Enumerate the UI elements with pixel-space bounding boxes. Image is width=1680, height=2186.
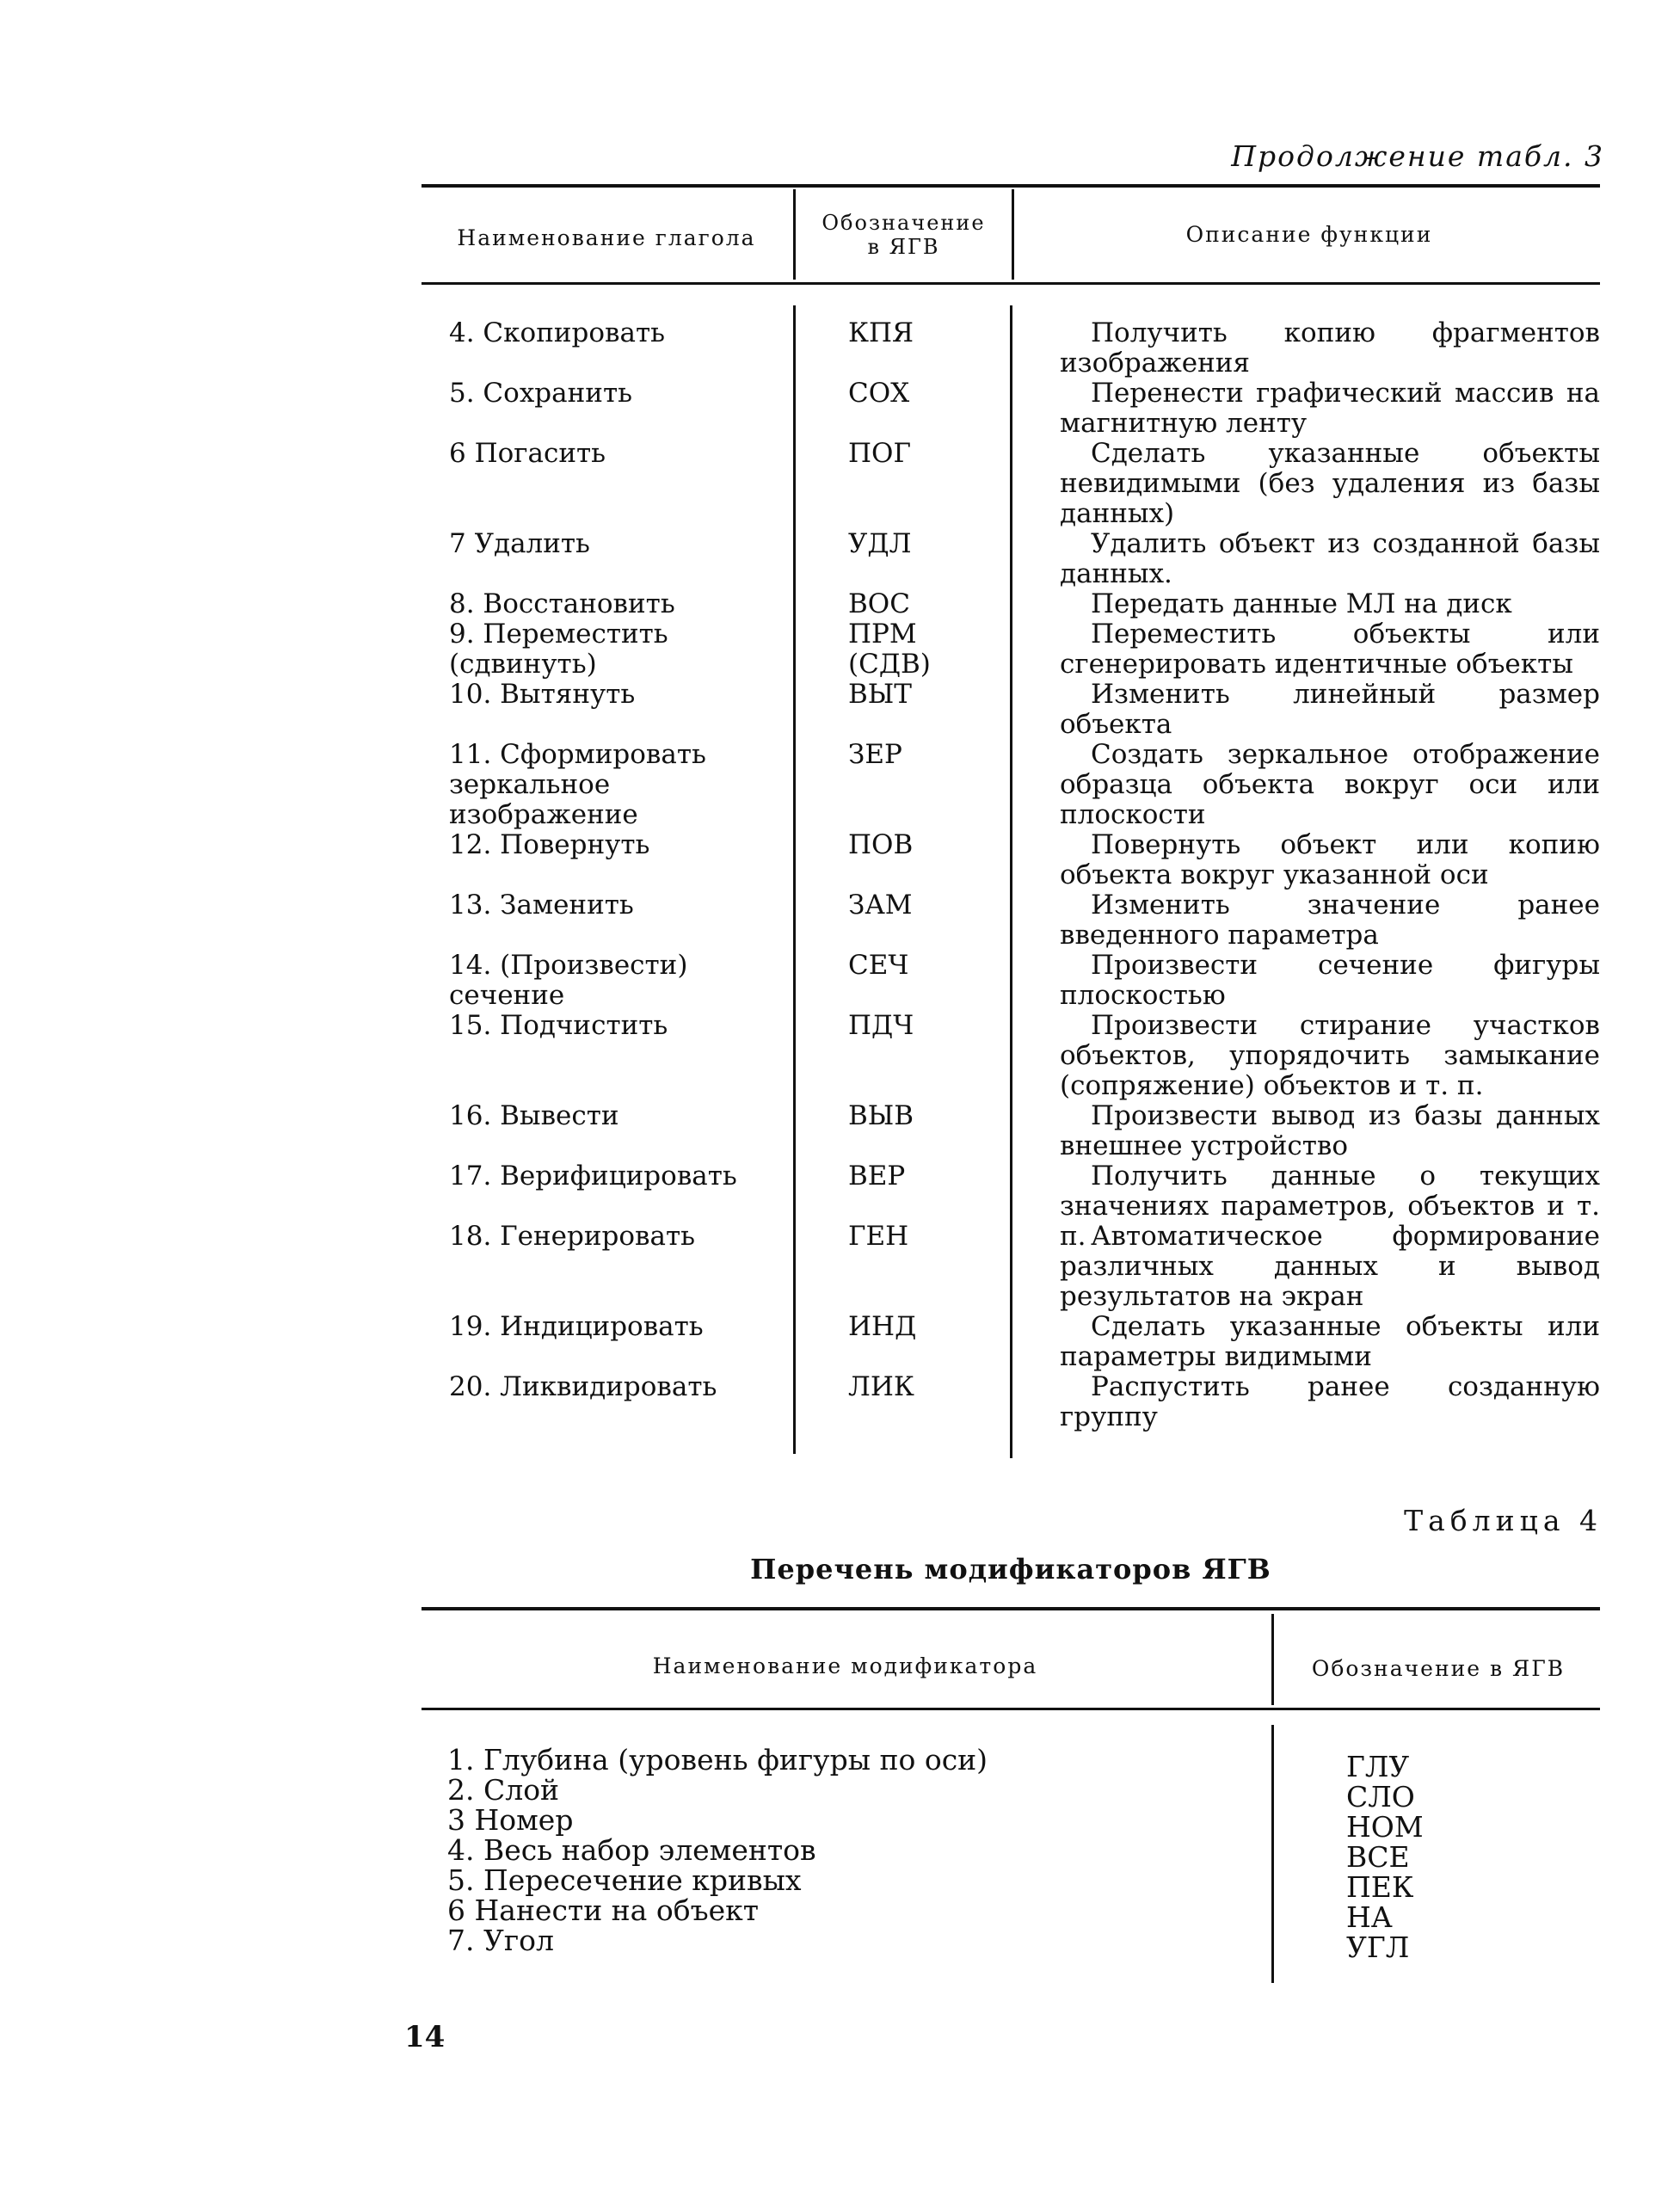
table-4-header-name: Наименование модификатора — [652, 1653, 1038, 1678]
page-number: 14 — [404, 2020, 446, 2054]
row-name: 5. Сохранить — [449, 378, 632, 409]
row-name: 7 Удалить — [449, 528, 590, 559]
row-code: ЗЕР — [848, 739, 902, 770]
table-3-column-divider — [1010, 305, 1012, 1458]
table-4-header-rule — [422, 1708, 1600, 1710]
table-4-column-divider — [1271, 1725, 1274, 1983]
table-3-header-rule — [422, 282, 1600, 285]
row-description: Изменить значение ранее введенного параметра — [1060, 890, 1600, 951]
row-name: 15. Подчистить — [449, 1010, 668, 1041]
row-code: ВЫТ — [848, 679, 912, 710]
row-code: ГЕН — [848, 1221, 909, 1252]
row-code: НА — [1346, 1900, 1393, 1934]
table-3-header-code — [798, 211, 1009, 259]
row-name: 8. Восстановить — [449, 588, 675, 619]
row-description: Изменить линейный размер объекта — [1060, 679, 1600, 740]
row-name: 10. Вытянуть — [449, 679, 636, 710]
table-4-top-rule — [422, 1607, 1600, 1610]
row-code: УГЛ — [1346, 1930, 1410, 1964]
row-description: Создать зеркальное отображение образца объекта вокруг оси или плоскости — [1060, 739, 1600, 830]
row-code: ВСЕ — [1346, 1840, 1410, 1874]
table-3-header-description: Описание функции — [1185, 222, 1433, 247]
row-description: Автоматическое формирование различных данных и вывод результатов на экран — [1060, 1221, 1600, 1312]
row-name: 3 Номер — [447, 1803, 574, 1837]
row-name: 9. Переместить (сдвинуть) — [449, 619, 668, 680]
row-description: Получить данные о текущих значениях параметров, объектов и т. п. — [1060, 1161, 1600, 1252]
row-description: Удалить объект из созданной базы данных. — [1060, 528, 1600, 589]
row-code: ПДЧ — [848, 1010, 914, 1041]
continuation-caption: Продолжение табл. 3 — [1231, 139, 1604, 173]
row-description: Сделать указанные объекты невидимыми (без удаления из базы данных) — [1060, 438, 1600, 529]
row-name: 19. Индицировать — [449, 1311, 704, 1342]
row-name: 1. Глубина (уровень фигуры по оси) — [447, 1743, 988, 1777]
row-name: 6 Нанести на объект — [447, 1894, 759, 1927]
row-name: 14. (Произвести) сечение — [449, 950, 688, 1011]
table-3-top-rule — [422, 184, 1600, 188]
row-name: 2. Слой — [447, 1773, 560, 1807]
row-code: ВЫВ — [848, 1100, 914, 1131]
row-code: УДЛ — [848, 528, 912, 559]
row-name: 13. Заменить — [449, 890, 634, 921]
table-3-header-code-line2: в ЯГВ — [867, 235, 940, 259]
row-name: 20. Ликвидировать — [449, 1371, 717, 1402]
row-description: Передать данные МЛ на диск — [1091, 588, 1512, 619]
row-code: ЛИК — [848, 1371, 914, 1402]
row-description: Получить копию фрагментов изображения — [1060, 317, 1600, 379]
row-name: 5. Пересечение кривых — [447, 1863, 802, 1897]
row-name: 18. Генерировать — [449, 1221, 696, 1252]
table-4-header-divider — [1271, 1614, 1274, 1705]
row-description: Распустить ранее созданную группу — [1060, 1371, 1600, 1432]
table-4-title: Перечень модификаторов ЯГВ — [750, 1553, 1271, 1586]
row-code: ИНД — [848, 1311, 917, 1342]
row-code: ВЕР — [848, 1161, 906, 1192]
row-code: ГЛУ — [1346, 1750, 1410, 1783]
table-3-header-name: Наименование глагола — [457, 225, 756, 250]
row-code: СЕЧ — [848, 950, 909, 981]
row-name: 4. Скопировать — [449, 317, 665, 348]
row-code: ПРМ (СДВ) — [848, 619, 931, 680]
row-description: Произвести стирание участков объектов, упорядочить замыкание (сопряжение) объектов и т. п. — [1060, 1010, 1600, 1101]
table-3-header-divider — [793, 189, 796, 280]
row-description: Произвести вывод из базы данных внешнее устройство — [1060, 1100, 1600, 1161]
row-description: Сделать указанные объекты или параметры видимыми — [1060, 1311, 1600, 1372]
row-code: ПОГ — [848, 438, 911, 469]
row-code: ВОС — [848, 588, 910, 619]
row-code: ЗАМ — [848, 890, 913, 921]
table-4-header-code: Обозначение в ЯГВ — [1311, 1656, 1566, 1681]
row-name: 11. Сформировать зеркальное изображение — [449, 739, 706, 830]
row-description: Повернуть объект или копию объекта вокруг указанной оси — [1060, 829, 1600, 890]
row-name: 4. Весь набор элементов — [447, 1833, 816, 1867]
row-description: Перенести графический массив на магнитную ленту — [1060, 378, 1600, 439]
row-description: Переместить объекты или сгенерировать идентичные объекты — [1060, 619, 1600, 680]
row-name: 7. Угол — [447, 1924, 554, 1957]
table-4-label: Таблица 4 — [1404, 1504, 1603, 1537]
row-code: ПОВ — [848, 829, 914, 860]
row-code: НОМ — [1346, 1810, 1424, 1844]
row-code: КПЯ — [848, 317, 914, 348]
row-code: ПЕК — [1346, 1870, 1414, 1904]
table-3-header-divider — [1012, 189, 1014, 280]
table-3-header-code-line1: Обозначение — [822, 211, 986, 235]
row-name: 17. Верифицировать — [449, 1161, 737, 1192]
table-3-column-divider — [793, 305, 796, 1454]
row-code: СЛО — [1346, 1780, 1415, 1813]
row-description: Произвести сечение фигуры плоскостью — [1060, 950, 1600, 1011]
row-name: 12. Повернуть — [449, 829, 650, 860]
row-name: 16. Вывести — [449, 1100, 619, 1131]
row-code: СОХ — [848, 378, 910, 409]
row-name: 6 Погасить — [449, 438, 606, 469]
